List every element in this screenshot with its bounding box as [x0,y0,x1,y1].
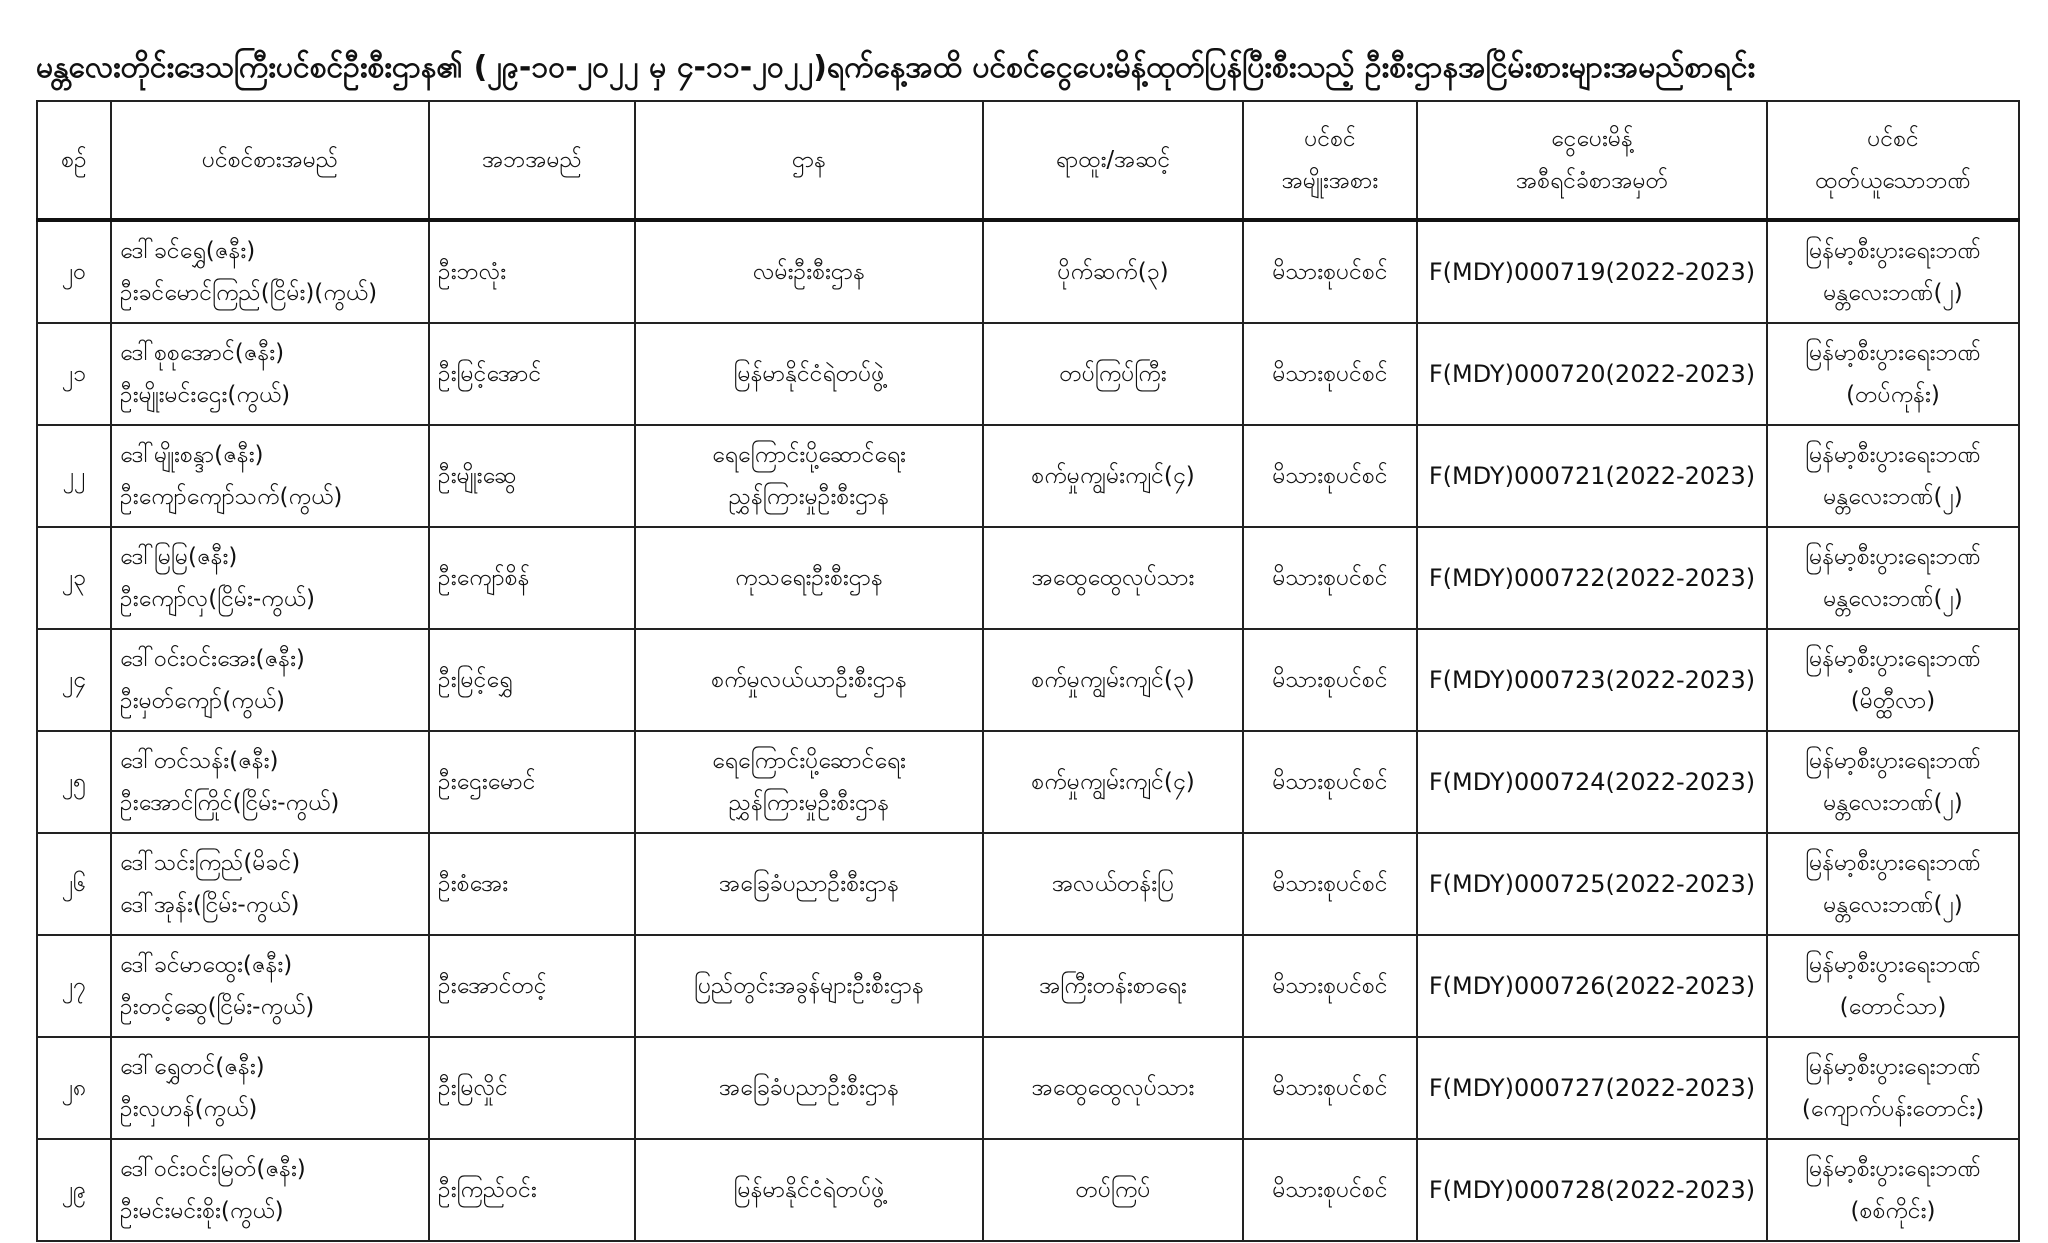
father-name: ဦးအောင်တင့် [429,935,635,1037]
father-name: ဦးမျိုးဆွေ [429,425,635,527]
cell-line: ဒေါ်ဝင်းဝင်းအေး(ဇနီး) [120,646,305,672]
father-name: ဦးမြင့်ရွှေ [429,629,635,731]
position: ပိုက်ဆက်(၃) [983,220,1243,323]
cell-line: မြန်မာ့စီးပွားရေးဘဏ် [1805,646,1981,672]
row-number: ၂၇ [37,935,111,1037]
department [635,935,983,1037]
cell-line: မြန်မာ့စီးပွားရေးဘဏ် [1805,952,1981,978]
bank [1767,425,2019,527]
cell-line: မြန်မာ့စီးပွားရေးဘဏ် [1805,238,1981,264]
bank [1767,220,2019,323]
header-label: ပင်စင် [1304,126,1356,152]
cell-line: ဒေါ်တင်သန်း(ဇနီး) [120,748,279,774]
department [635,1037,983,1139]
cell-line: မြန်မာနိုင်ငံရဲတပ်ဖွဲ့ [733,361,885,387]
header-pension-type [1243,101,1417,220]
pension-type: မိသားစုပင်စင် [1243,220,1417,323]
header-label: အမျိုးအစား [1281,168,1379,194]
pension-type: မိသားစုပင်စင် [1243,731,1417,833]
position: တပ်ကြပ်ကြီး [983,323,1243,425]
pension-type: မိသားစုပင်စင် [1243,1139,1417,1241]
table-body [37,220,2019,1241]
position: စက်မှုကျွမ်းကျင်(၄) [983,731,1243,833]
row-number: ၂၁ [37,323,111,425]
report-number: F(MDY)000726(2022-2023) [1417,935,1767,1037]
cell-line: ဒေါ်ခင်မာထွေး(ဇနီး) [120,952,293,978]
page-title: မန္တလေးတိုင်းဒေသကြီးပင်စင်ဦးစီးဌာန၏ (၂၉-၁၀-၂၀၂၂ မှ ၄-၁၁-၂၀၂၂)ရက်နေ့အထိ ပင်စင်ငွေပေးမိန့်ထုတ်ပြန်ပြီးစီးသည့် ဦးစီးဌာနအငြိမ်းစားများအမည်စာရင်း [36,50,1756,85]
father-name: ဦးဌေးမောင် [429,731,635,833]
row-number: ၂၉ [37,1139,111,1241]
report-number: F(MDY)000728(2022-2023) [1417,1139,1767,1241]
pensioner-name [111,323,429,425]
row-number: ၂၀ [37,220,111,323]
cell-line: ကုသရေးဦးစီးဌာန [735,565,883,591]
header-father-name [429,101,635,220]
cell-line: ရေကြောင်းပို့ဆောင်ရေး [712,748,906,774]
pensioner-name [111,935,429,1037]
cell-line: အခြေခံပညာဦးစီးဌာန [718,871,900,897]
bank [1767,527,2019,629]
header-label: ပင်စင် [1867,126,1919,152]
table-row [37,220,2019,323]
cell-line: (တပ်ကုန်း) [1846,382,1940,408]
department [635,629,983,731]
department [635,323,983,425]
bank [1767,323,2019,425]
cell-line: ဦးကျော်ကျော်သက်(ကွယ်) [120,484,343,510]
cell-line: စက်မှုလယ်ယာဦးစီးဌာန [711,667,907,693]
report-number: F(MDY)000725(2022-2023) [1417,833,1767,935]
cell-line: ဒေါ်ရွှေတင်(ဇနီး) [120,1054,265,1080]
pension-type: မိသားစုပင်စင် [1243,323,1417,425]
pensioner-name [111,527,429,629]
cell-line: ဒေါ်ဝင်းဝင်းမြတ်(ဇနီး) [120,1156,306,1182]
pension-type: မိသားစုပင်စင် [1243,425,1417,527]
department [635,425,983,527]
cell-line: မန္တလေးဘဏ်(၂) [1823,790,1963,816]
header-bank [1767,101,2019,220]
position: အထွေထွေလုပ်သား [983,1037,1243,1139]
position: အကြီးတန်းစာရေး [983,935,1243,1037]
cell-line: ဒေါ်သင်းကြည်(မိခင်) [120,850,301,876]
header-label: ထုတ်ယူသောဘဏ် [1815,168,1971,194]
position: စက်မှုကျွမ်းကျင်(၃) [983,629,1243,731]
bank [1767,935,2019,1037]
father-name: ဦးစံအေး [429,833,635,935]
position: အလယ်တန်းပြ [983,833,1243,935]
table-row [37,935,2019,1037]
row-number: ၂၄ [37,629,111,731]
cell-line: ဦးခင်မောင်ကြည်(ငြိမ်း)(ကွယ်) [120,280,378,306]
cell-line: ညွှန်ကြားမှုဦးစီးဌာန [728,484,890,510]
header-no [37,101,111,220]
header-label: ငွေပေးမိန့် [1551,126,1633,152]
department [635,220,983,323]
pensioner-name [111,1139,429,1241]
cell-line: ဦးအောင်ကြိုင်(ငြိမ်း-ကွယ်) [120,790,340,816]
header-label: ဌာန [791,147,827,173]
header-label: ရာထူး/အဆင့် [1055,147,1171,173]
department [635,1139,983,1241]
cell-line: (စစ်ကိုင်း) [1850,1198,1936,1224]
cell-line: (တောင်သာ) [1839,994,1947,1020]
cell-line: အခြေခံပညာဦးစီးဌာန [718,1075,900,1101]
report-number: F(MDY)000719(2022-2023) [1417,220,1767,323]
cell-line: (ကျောက်ပန်းတောင်း) [1801,1096,1985,1122]
table-row [37,731,2019,833]
row-number: ၂၃ [37,527,111,629]
cell-line: မြန်မာ့စီးပွားရေးဘဏ် [1805,340,1981,366]
cell-line: ညွှန်ကြားမှုဦးစီးဌာန [728,790,890,816]
bank [1767,833,2019,935]
cell-line: ဒေါ်မြမြ(ဇနီး) [120,544,238,570]
pensioner-name [111,833,429,935]
header-label: ပင်စင်စားအမည် [201,147,339,173]
header-report-number [1417,101,1767,220]
cell-line: မြန်မာ့စီးပွားရေးဘဏ် [1805,1054,1981,1080]
position: စက်မှုကျွမ်းကျင်(၄) [983,425,1243,527]
header-department [635,101,983,220]
pension-type: မိသားစုပင်စင် [1243,527,1417,629]
row-number: ၂၂ [37,425,111,527]
cell-line: မန္တလေးဘဏ်(၂) [1823,280,1963,306]
cell-line: မြန်မာ့စီးပွားရေးဘဏ် [1805,442,1981,468]
bank [1767,1139,2019,1241]
father-name: ဦးကျော်စိန် [429,527,635,629]
pension-type: မိသားစုပင်စင် [1243,935,1417,1037]
bank [1767,1037,2019,1139]
table-row [37,425,2019,527]
header-label: အစီရင်ခံစာအမှတ် [1516,168,1668,194]
pension-register-table [36,100,2020,1242]
cell-line: ဦးကျော်လှ(ငြိမ်း-ကွယ်) [120,586,315,612]
header-row [37,101,2019,220]
father-name: ဦးကြည်ဝင်း [429,1139,635,1241]
table-row [37,1139,2019,1241]
report-number: F(MDY)000720(2022-2023) [1417,323,1767,425]
position: တပ်ကြပ် [983,1139,1243,1241]
department [635,527,983,629]
cell-line: လမ်းဦးစီးဌာန [752,259,866,285]
cell-line: မြန်မာ့စီးပွားရေးဘဏ် [1805,1156,1981,1182]
pensioner-name [111,220,429,323]
table-row [37,527,2019,629]
cell-line: (မိတ္ထီလာ) [1850,688,1936,714]
cell-line: ရေကြောင်းပို့ဆောင်ရေး [712,442,906,468]
cell-line: မြန်မာ့စီးပွားရေးဘဏ် [1805,544,1981,570]
cell-line: မြန်မာနိုင်ငံရဲတပ်ဖွဲ့ [733,1177,885,1203]
report-number: F(MDY)000724(2022-2023) [1417,731,1767,833]
pension-type: မိသားစုပင်စင် [1243,833,1417,935]
report-number: F(MDY)000723(2022-2023) [1417,629,1767,731]
cell-line: ဦးမင်းမင်းစိုး(ကွယ်) [120,1198,284,1224]
cell-line: ဒေါ်ခင်ရွှေ(ဇနီး) [120,238,256,264]
header-position [983,101,1243,220]
department [635,731,983,833]
table-row [37,323,2019,425]
cell-line: မြန်မာ့စီးပွားရေးဘဏ် [1805,850,1981,876]
pensioner-name [111,731,429,833]
row-number: ၂၅ [37,731,111,833]
father-name: ဦးမြင့်အောင် [429,323,635,425]
pensioner-name [111,629,429,731]
report-number: F(MDY)000721(2022-2023) [1417,425,1767,527]
cell-line: မန္တလေးဘဏ်(၂) [1823,892,1963,918]
table-row [37,833,2019,935]
cell-line: ပြည်တွင်းအခွန်များဦးစီးဌာန [694,973,924,999]
pensioner-name [111,425,429,527]
position: အထွေထွေလုပ်သား [983,527,1243,629]
report-number: F(MDY)000727(2022-2023) [1417,1037,1767,1139]
department [635,833,983,935]
table-row [37,629,2019,731]
cell-line: မြန်မာ့စီးပွားရေးဘဏ် [1805,748,1981,774]
cell-line: ဦးမျိုးမင်းဌေး(ကွယ်) [120,382,291,408]
cell-line: မန္တလေးဘဏ်(၂) [1823,484,1963,510]
header-label: အဘအမည် [482,147,582,173]
cell-line: ဒေါ်မျိုးစန္ဒာ(ဇနီး) [120,442,264,468]
cell-line: ဦးတင့်ဆွေ(ငြိမ်း-ကွယ်) [120,994,315,1020]
cell-line: မန္တလေးဘဏ်(၂) [1823,586,1963,612]
cell-line: ဒေါ်အုန်း(ငြိမ်း-ကွယ်) [120,892,300,918]
pension-type: မိသားစုပင်စင် [1243,629,1417,731]
father-name: ဦးဘလုံး [429,220,635,323]
pension-type: မိသားစုပင်စင် [1243,1037,1417,1139]
cell-line: ဦးလှဟန်(ကွယ်) [120,1096,258,1122]
row-number: ၂၆ [37,833,111,935]
father-name: ဦးမြလှိုင် [429,1037,635,1139]
cell-line: ဒေါ်စုစုအောင်(ဇနီး) [120,340,285,366]
cell-line: ဦးမှတ်ကျော်(ကွယ်) [120,688,285,714]
pensioner-name [111,1037,429,1139]
header-label: စဉ် [61,147,87,173]
header-pensioner-name [111,101,429,220]
table-row [37,1037,2019,1139]
bank [1767,731,2019,833]
row-number: ၂၈ [37,1037,111,1139]
report-number: F(MDY)000722(2022-2023) [1417,527,1767,629]
bank [1767,629,2019,731]
